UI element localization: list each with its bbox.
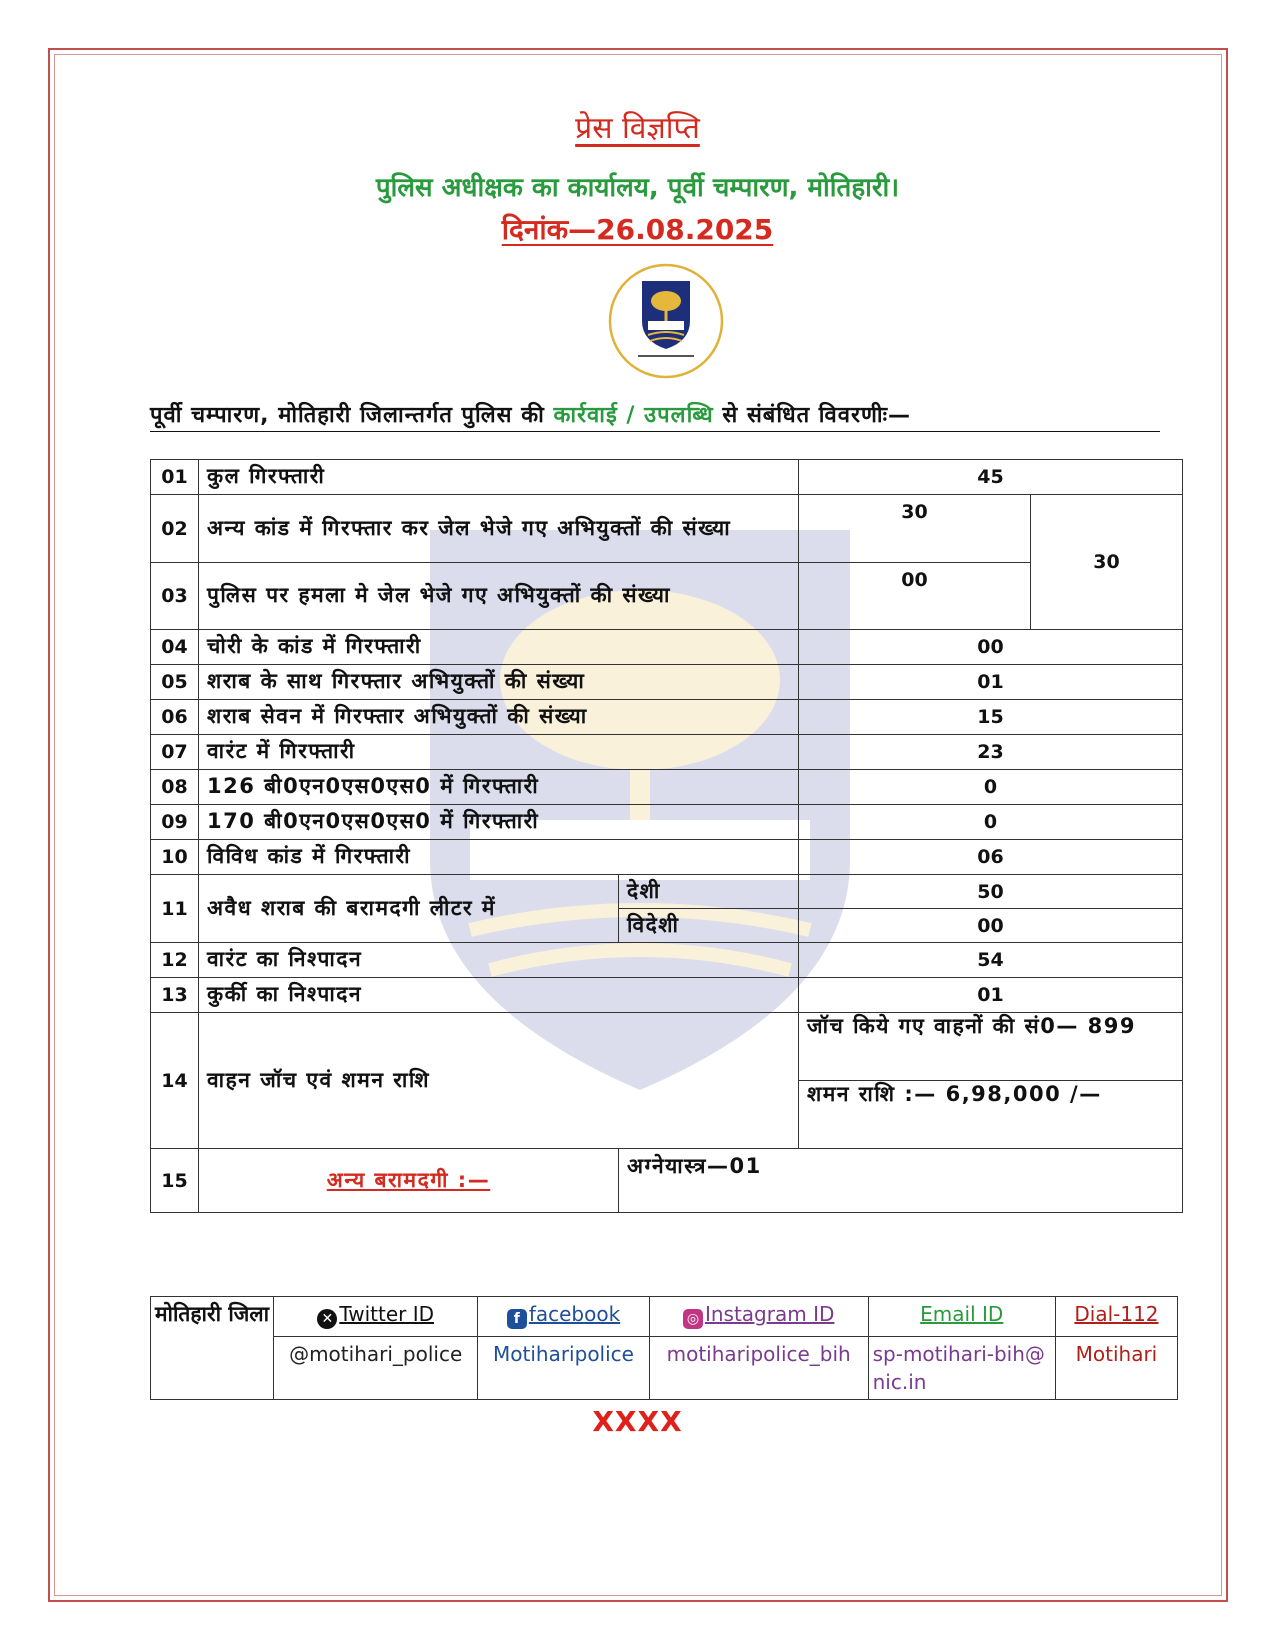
instagram-icon: ◎ [683, 1309, 703, 1329]
table-row: 15 अन्य बरामदगी :— अग्नेयास्त्र—01 [151, 1149, 1183, 1213]
table-row: 10 विविध कांड में गिरफ्तारी 06 [151, 840, 1183, 875]
end-mark: XXXX [592, 1405, 683, 1438]
email-header [868, 1297, 1055, 1337]
table-row: 02 अन्य कांड में गिरफ्तार कर जेल भेजे गए अभियुक्तों की संख्या 30 30 [151, 495, 1183, 563]
table-row: 08 126 बी0एन0एस0एस0 में गिरफ्तारी 0 [151, 770, 1183, 805]
summary-heading: पूर्वी चम्पारण, मोतिहारी जिलान्तर्गत पुलिस की कार्रवाई / उपलब्धि से संबंधित विवरणीः— [150, 399, 1160, 432]
facebook-header [478, 1297, 650, 1337]
statistics-table [150, 459, 1183, 1213]
press-release-title: प्रेस विज्ञप्ति [575, 111, 700, 146]
facebook-icon: f [507, 1309, 527, 1329]
table-row: शमन राशि :— 6,98,000 /— [151, 1081, 1183, 1149]
table-row: 04 चोरी के कांड में गिरफ्तारी 00 [151, 630, 1183, 665]
table-row: विदेशी 00 [151, 909, 1183, 943]
table-row: 06 शराब सेवन में गिरफ्तार अभियुक्तों की संख्या 15 [151, 700, 1183, 735]
dial-city: Motihari [1055, 1337, 1177, 1400]
twitter-header [274, 1297, 478, 1337]
table-row: 09 170 बी0एन0एस0एस0 में गिरफ्तारी 0 [151, 805, 1183, 840]
social-media-table [150, 1296, 1178, 1400]
dial-header [1055, 1297, 1177, 1337]
dial-link[interactable]: Dial-112 [1074, 1302, 1159, 1326]
facebook-link[interactable]: facebook [528, 1302, 621, 1326]
table-row: 03 पुलिस पर हमला मे जेल भेजे गए अभियुक्तों की संख्या 00 [151, 563, 1183, 630]
release-date: दिनांक—26.08.2025 [501, 213, 774, 246]
facebook-handle: Motiharipolice [478, 1337, 650, 1400]
table-row: 07 वारंट में गिरफ्तारी 23 [151, 735, 1183, 770]
table-row: 11 अवैध शराब की बरामदगी लीटर में देशी 50 [151, 875, 1183, 909]
email-link[interactable]: Email ID [920, 1302, 1004, 1326]
email-address: sp-motihari-bih@nic.in [868, 1337, 1055, 1400]
office-name: पुलिस अधीक्षक का कार्यालय, पूर्वी चम्पारण, मोतिहारी। [375, 173, 900, 203]
table-row: 12 वारंट का निश्पादन 54 [151, 943, 1183, 978]
district-label: मोतिहारी जिला [151, 1297, 274, 1400]
instagram-link[interactable]: Instagram ID [704, 1302, 835, 1326]
table-row: 01 कुल गिरफ्तारी 45 [151, 460, 1183, 495]
combined-value: 30 [1031, 495, 1183, 630]
instagram-handle: motiharipolice_bih [649, 1337, 868, 1400]
table-row: 13 कुर्की का निश्पादन 01 [151, 978, 1183, 1013]
instagram-header [649, 1297, 868, 1337]
twitter-link[interactable]: Twitter ID [339, 1302, 435, 1326]
table-row: 05 शराब के साथ गिरफ्तार अभियुक्तों की संख्या 01 [151, 665, 1183, 700]
x-twitter-icon: ✕ [317, 1309, 337, 1329]
table-row: 14 वाहन जॉच एवं शमन राशि जॉच किये गए वाहनों की सं0— 899 [151, 1013, 1183, 1081]
bihar-police-logo [608, 263, 724, 379]
twitter-handle: @motihari_police [274, 1337, 478, 1400]
